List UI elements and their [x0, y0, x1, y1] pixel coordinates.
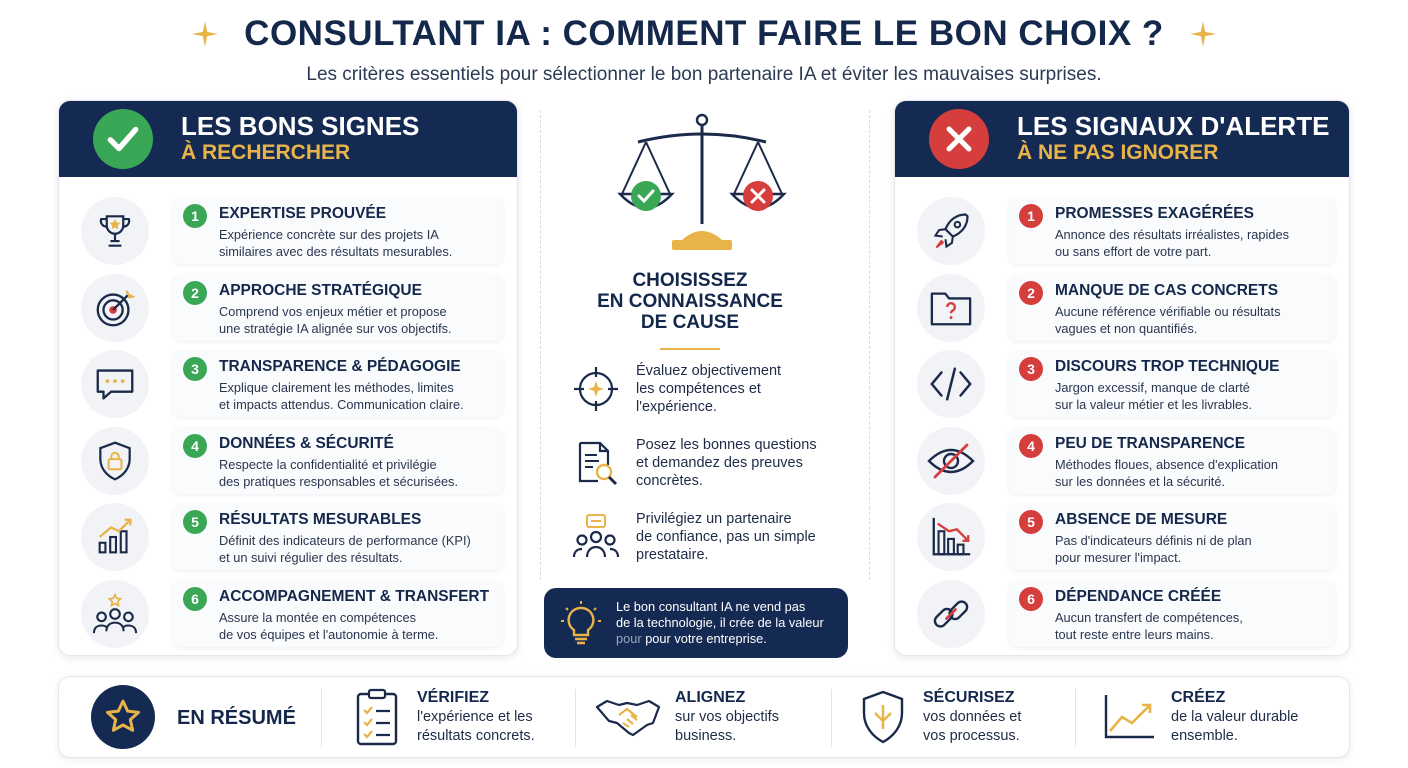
target-icon [92, 285, 138, 331]
good-sign-item [81, 499, 503, 576]
summary-item [1099, 687, 1298, 747]
center-title-line: CHOISISSEZ [632, 270, 748, 291]
center-item-line: Posez les bonnes questions [636, 437, 817, 453]
item-desc-line: de vos équipes et l'autonomie à terme. [219, 626, 439, 642]
item-number: 4 [1019, 434, 1043, 458]
item-title: MANQUE DE CAS CONCRETS [1055, 281, 1279, 299]
summary-item [855, 687, 1021, 747]
summary-item-line: business. [675, 728, 737, 744]
center-item-line: de confiance, pas un simple [636, 529, 816, 545]
shield-icon [860, 689, 906, 745]
warning-sign-item [917, 576, 1335, 653]
balance-scale-icon [612, 112, 792, 254]
item-title: ACCOMPAGNEMENT & TRANSFERT [219, 587, 490, 605]
item-number: 5 [183, 510, 207, 534]
summary-item-title: CRÉEZ [1171, 689, 1226, 706]
good-signs-title: LES BONS SIGNES [181, 111, 420, 141]
summary-bar [58, 676, 1350, 758]
star-icon [103, 697, 143, 737]
item-title: EXPERTISE PROUVÉE [219, 205, 387, 223]
center-item-line: l'expérience. [636, 399, 717, 415]
warning-signs-panel [894, 100, 1350, 656]
summary-item-title: SÉCURISEZ [923, 689, 1015, 706]
divider [831, 689, 832, 747]
item-desc-line: Aucun transfert de compétences, [1055, 609, 1243, 625]
warning-sign-item [917, 193, 1335, 270]
declining-chart-icon [928, 514, 974, 560]
item-desc-line: une stratégie IA alignée sur vos objectifs. [219, 320, 452, 336]
item-desc-line: Définit des indicateurs de performance (KPI) [219, 533, 471, 549]
item-desc-line: pour mesurer l'impact. [1055, 550, 1182, 566]
summary-item [349, 687, 535, 747]
warning-signs-header [895, 101, 1349, 177]
team-icon [90, 591, 140, 637]
good-signs-header [59, 101, 517, 177]
page-subtitle: Les critères essentiels pour sélectionner le bon partenaire IA et éviter les mauvaises surprises. [306, 64, 1102, 85]
item-title: PEU DE TRANSPARENCE [1055, 434, 1246, 452]
summary-item [593, 687, 779, 747]
center-item-line: Privilégiez un partenaire [636, 511, 792, 527]
item-title: DISCOURS TROP TECHNIQUE [1055, 358, 1280, 376]
tip-line: pour votre entreprise. [645, 631, 767, 646]
summary-label: EN RÉSUMÉ [177, 707, 296, 729]
item-desc-line: Pas d'indicateurs définis ni de plan [1055, 533, 1252, 549]
summary-item-line: vos processus. [923, 728, 1020, 744]
summary-item-line: ensemble. [1171, 728, 1238, 744]
center-title-line: DE CAUSE [640, 312, 740, 333]
code-icon [928, 364, 974, 404]
item-number: 1 [183, 204, 207, 228]
item-title: DONNÉES & SÉCURITÉ [219, 434, 394, 452]
item-desc-line: Respecte la confidentialité et privilégie [219, 456, 437, 472]
center-title [540, 270, 840, 333]
center-item-line: et demandez des preuves [636, 455, 803, 471]
chain-link-icon [929, 592, 973, 636]
item-desc-line: similaires avec des résultats mesurables. [219, 244, 453, 260]
center-item-line: Évaluez objectivement [636, 363, 782, 379]
item-desc-line: tout reste entre leurs mains. [1055, 626, 1214, 642]
item-desc-line: Assure la montée en compétences [219, 609, 417, 625]
item-number: 1 [1019, 204, 1043, 228]
center-item-line: prestataire. [636, 547, 709, 563]
item-desc-line: sur la valeur métier et les livrables. [1055, 397, 1253, 413]
checklist-icon [354, 688, 400, 746]
center-column [540, 110, 870, 670]
item-title: PROMESSES EXAGÉRÉES [1055, 205, 1254, 223]
lightbulb-icon [560, 600, 602, 646]
item-desc-line: Annonce des résultats irréalistes, rapides [1055, 227, 1290, 243]
shield-lock-icon [93, 439, 137, 483]
item-title: RÉSULTATS MESURABLES [219, 511, 422, 529]
warning-sign-item [917, 499, 1335, 576]
item-desc-line: et impacts attendus. Communication claire. [219, 397, 464, 413]
gold-divider [660, 348, 720, 350]
summary-item-line: sur vos objectifs [675, 709, 779, 725]
item-desc-line: Explique clairement les méthodes, limites [219, 380, 454, 396]
handshake-icon [595, 693, 661, 741]
item-number: 6 [1019, 587, 1043, 611]
warning-sign-item [917, 270, 1335, 347]
item-title: DÉPENDANCE CRÉÉE [1055, 587, 1222, 605]
center-item-line: concrètes. [636, 473, 703, 489]
summary-item-line: vos données et [923, 709, 1022, 725]
good-sign-item [81, 270, 503, 347]
item-desc-line: Méthodes floues, absence d'explication [1055, 456, 1278, 472]
warning-signs-subtitle: À NE PAS IGNORER [1017, 141, 1219, 164]
star-badge [91, 685, 155, 749]
sparkle-icon [192, 21, 218, 47]
eye-off-icon [927, 441, 975, 481]
tip-line: Le bon consultant IA ne vend pas [616, 599, 806, 614]
item-number: 3 [183, 357, 207, 381]
item-desc-line: Aucune référence vérifiable ou résultats [1055, 303, 1281, 319]
warning-signs-title: LES SIGNAUX D'ALERTE [1017, 111, 1330, 141]
good-sign-item [81, 193, 503, 270]
center-item-line: les compétences et [636, 381, 761, 397]
item-title: TRANSPARENCE & PÉDAGOGIE [219, 358, 461, 376]
trend-up-icon [1102, 693, 1156, 741]
item-number: 3 [1019, 357, 1043, 381]
summary-item-line: résultats concrets. [417, 728, 535, 744]
item-desc-line: Expérience concrète sur des projets IA [219, 227, 439, 243]
crosshair-icon [572, 365, 620, 413]
summary-item-line: de la valeur durable [1171, 709, 1299, 725]
good-signs-panel [58, 100, 518, 656]
item-number: 5 [1019, 510, 1043, 534]
close-icon [942, 122, 976, 156]
item-desc-line: des pratiques responsables et sécurisées. [219, 473, 459, 489]
folder-question-icon [928, 286, 974, 330]
tip-box [544, 588, 848, 658]
good-sign-item [81, 423, 503, 500]
summary-item-title: ALIGNEZ [675, 689, 746, 706]
item-number: 2 [1019, 281, 1043, 305]
summary-item-title: VÉRIFIEZ [417, 689, 490, 706]
divider [1075, 689, 1076, 747]
item-desc-line: Jargon excessif, manque de clarté [1055, 380, 1250, 396]
item-title: APPROCHE STRATÉGIQUE [219, 281, 422, 299]
people-icon [571, 513, 621, 561]
item-number: 6 [183, 587, 207, 611]
check-icon [104, 120, 142, 158]
item-number: 4 [183, 434, 207, 458]
center-item [570, 436, 826, 490]
item-desc-line: vagues et non quantifiés. [1055, 320, 1198, 336]
sparkle-icon [1190, 21, 1216, 47]
header [0, 14, 1408, 86]
center-item [570, 362, 826, 416]
item-number: 2 [183, 281, 207, 305]
chat-bubble-icon [92, 361, 138, 407]
item-desc-line: et un suivi régulier des résultats. [219, 550, 403, 566]
item-desc-line: Comprend vos enjeux métier et propose [219, 303, 447, 319]
document-search-icon [572, 439, 620, 487]
divider [575, 689, 576, 747]
page-title: CONSULTANT IA : COMMENT FAIRE LE BON CHOIX ? [244, 14, 1164, 53]
summary-item-line: l'expérience et les [417, 709, 533, 725]
good-sign-item [81, 576, 503, 653]
divider [321, 689, 322, 747]
growth-chart-icon [92, 514, 138, 560]
tip-line: de la technologie, il crée de la valeur [616, 615, 824, 630]
item-title: ABSENCE DE MESURE [1055, 511, 1228, 529]
good-sign-item [81, 346, 503, 423]
good-signs-subtitle: À RECHERCHER [181, 141, 351, 164]
item-desc-line: ou sans effort de votre part. [1055, 244, 1212, 260]
item-desc-line: sur les données et la sécurité. [1055, 473, 1226, 489]
warning-sign-item [917, 346, 1335, 423]
check-badge [93, 109, 153, 169]
rocket-icon [929, 209, 973, 253]
cross-badge [929, 109, 989, 169]
trophy-icon [93, 209, 137, 253]
center-item [570, 510, 826, 564]
warning-sign-item [917, 423, 1335, 500]
center-title-line: EN CONNAISSANCE [597, 291, 783, 312]
tip-prefix: pour [616, 631, 642, 646]
